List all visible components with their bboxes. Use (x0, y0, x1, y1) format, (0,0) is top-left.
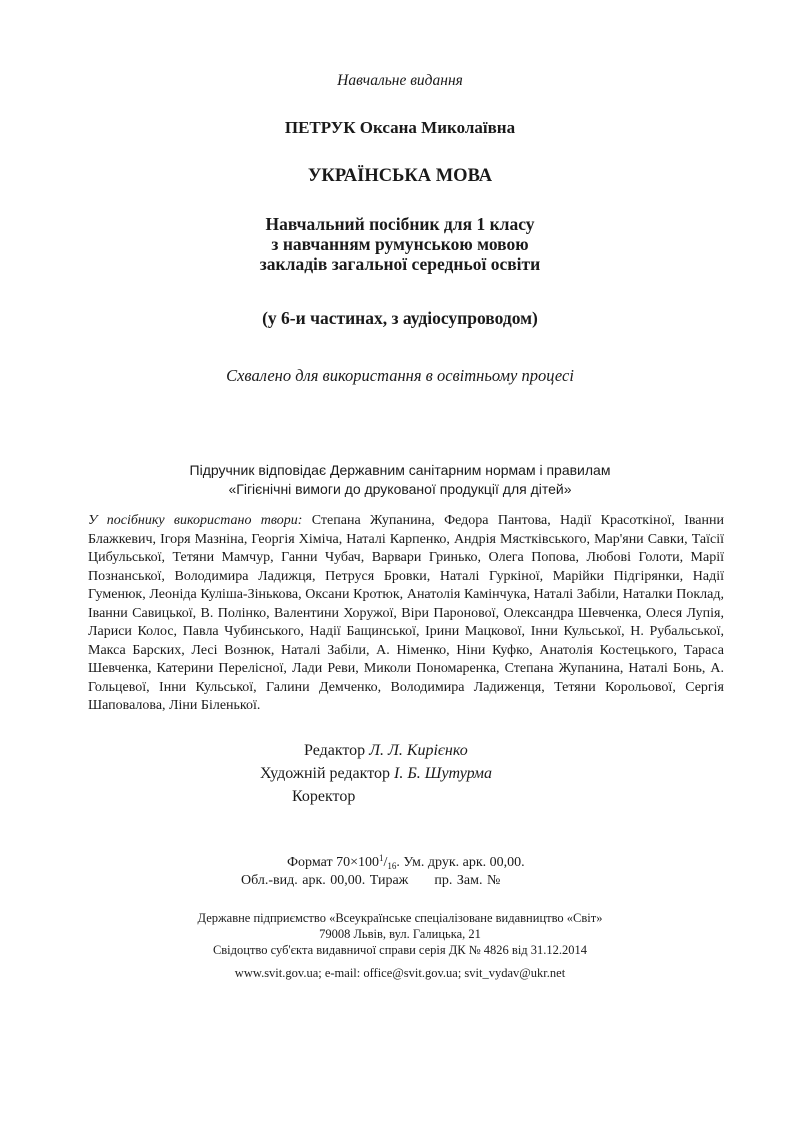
book-title: УКРАЇНСЬКА МОВА (307, 166, 493, 186)
format-specs (287, 853, 525, 871)
approval-note: Схвалено для використання в освітньому процесі (226, 366, 574, 385)
editor-credit (304, 742, 468, 760)
order-text: пр. Зам. № (434, 873, 501, 888)
publisher-line: Державне підприємство «Всеукраїнське спеціалізоване видавництво «Світ» (197, 911, 603, 925)
sheets-specs (241, 873, 500, 889)
art-editor-name: І. Б. Шутурма (393, 765, 492, 782)
edition-label: Навчальне видання (337, 72, 463, 89)
art-editor-credit (260, 765, 492, 783)
format-suffix: . Ум. друк. арк. 00,00. (396, 855, 525, 870)
art-editor-label: Художній редактор (260, 765, 390, 782)
works-paragraph (88, 512, 724, 716)
sanitary-line: «Гігієнічні вимоги до друкованої продукції для дітей» (228, 481, 572, 497)
works-authors: Степана Жупанина, Федора Пантова, Надії Красоткіної, Іванни Блажкевич, Ігоря Мазніна, Георгія Хіміча, Наталі Карпенко, Андрія Мястківського, Мар'яни Савки, Таїсії Цибульської, Тетяни Мамчур, Ганни Чубач, Варвари Гринько, Олега Попова, Любові Голоти, Марії Познанської, Володимира Ладижця, Петруся Бровки, Наталі Гуркіної, Марійки Підгірянки, Надії Гуменюк, Леоніда Куліша-Зінькова, Оксани Кротюк, Анатолія Камінчука, Наталі Забіли, Наталки Поклад, Іванни Савицької, В. Полінко, Валентини Хоружої, Віри Паронової, Олександра Шевченка, Олеся Лупія, Лариси Колос, Павла Чубинського, Надії Бащинської, Ірини Мацкової, Інни Кульської, Н. Рубальської, Макса Барских, Лесі Вознюк, Наталі Забіли, А. Німенко, Ніни Куфко, Анатолія Костецького, Тараса Шевченка, Катерини Перелісної, Лади Реви, Миколи Пономаренка, Степана Жупанина, Наталі Бонь, А. Гольцевої, Інни Кульської, Галини Демченко, Володимира Ладиженця, Тетяни Корольової, Сергія Шаповалова, Ліни Біленької. (88, 513, 724, 713)
parts-note: (у 6-и частинах, з аудіосупроводом) (262, 308, 538, 328)
sanitary-line: Підручник відповідає Державним санітарним нормам і правилам (189, 462, 611, 478)
proofreader-label: Коректор (292, 788, 356, 805)
publisher-line: Свідоцтво суб'єкта видавничої справи серія ДК № 4826 від 31.12.2014 (212, 943, 588, 957)
proofreader-credit (292, 788, 355, 806)
publisher-line: 79008 Львів, вул. Галицька, 21 (319, 927, 481, 941)
format-prefix: Формат 70×100 (287, 855, 379, 870)
sanitary-note (0, 461, 800, 499)
subtitle-line: Навчальний посібник для 1 класу (265, 214, 535, 234)
format-slash: / (383, 855, 388, 870)
format-numerator: 1 (378, 853, 384, 863)
subtitle-line: з навчанням румунською мовою (271, 234, 529, 254)
works-lead: У посібнику використано твори: (88, 513, 303, 528)
author-name: ПЕТРУК Оксана Миколаївна (284, 118, 516, 137)
book-subtitle (0, 214, 800, 274)
sheets-text: Обл.-вид. арк. 00,00. Тираж (241, 873, 409, 888)
publisher-info (0, 910, 800, 958)
subtitle-line: закладів загальної середньої освіти (259, 254, 541, 274)
editor-label: Редактор (304, 742, 366, 759)
editor-name: Л. Л. Кирієнко (369, 742, 468, 759)
publisher-contacts: www.svit.gov.ua; e-mail: office@svit.gov.ua; svit_vydav@ukr.net (234, 966, 566, 980)
format-denominator: 16 (387, 861, 397, 871)
